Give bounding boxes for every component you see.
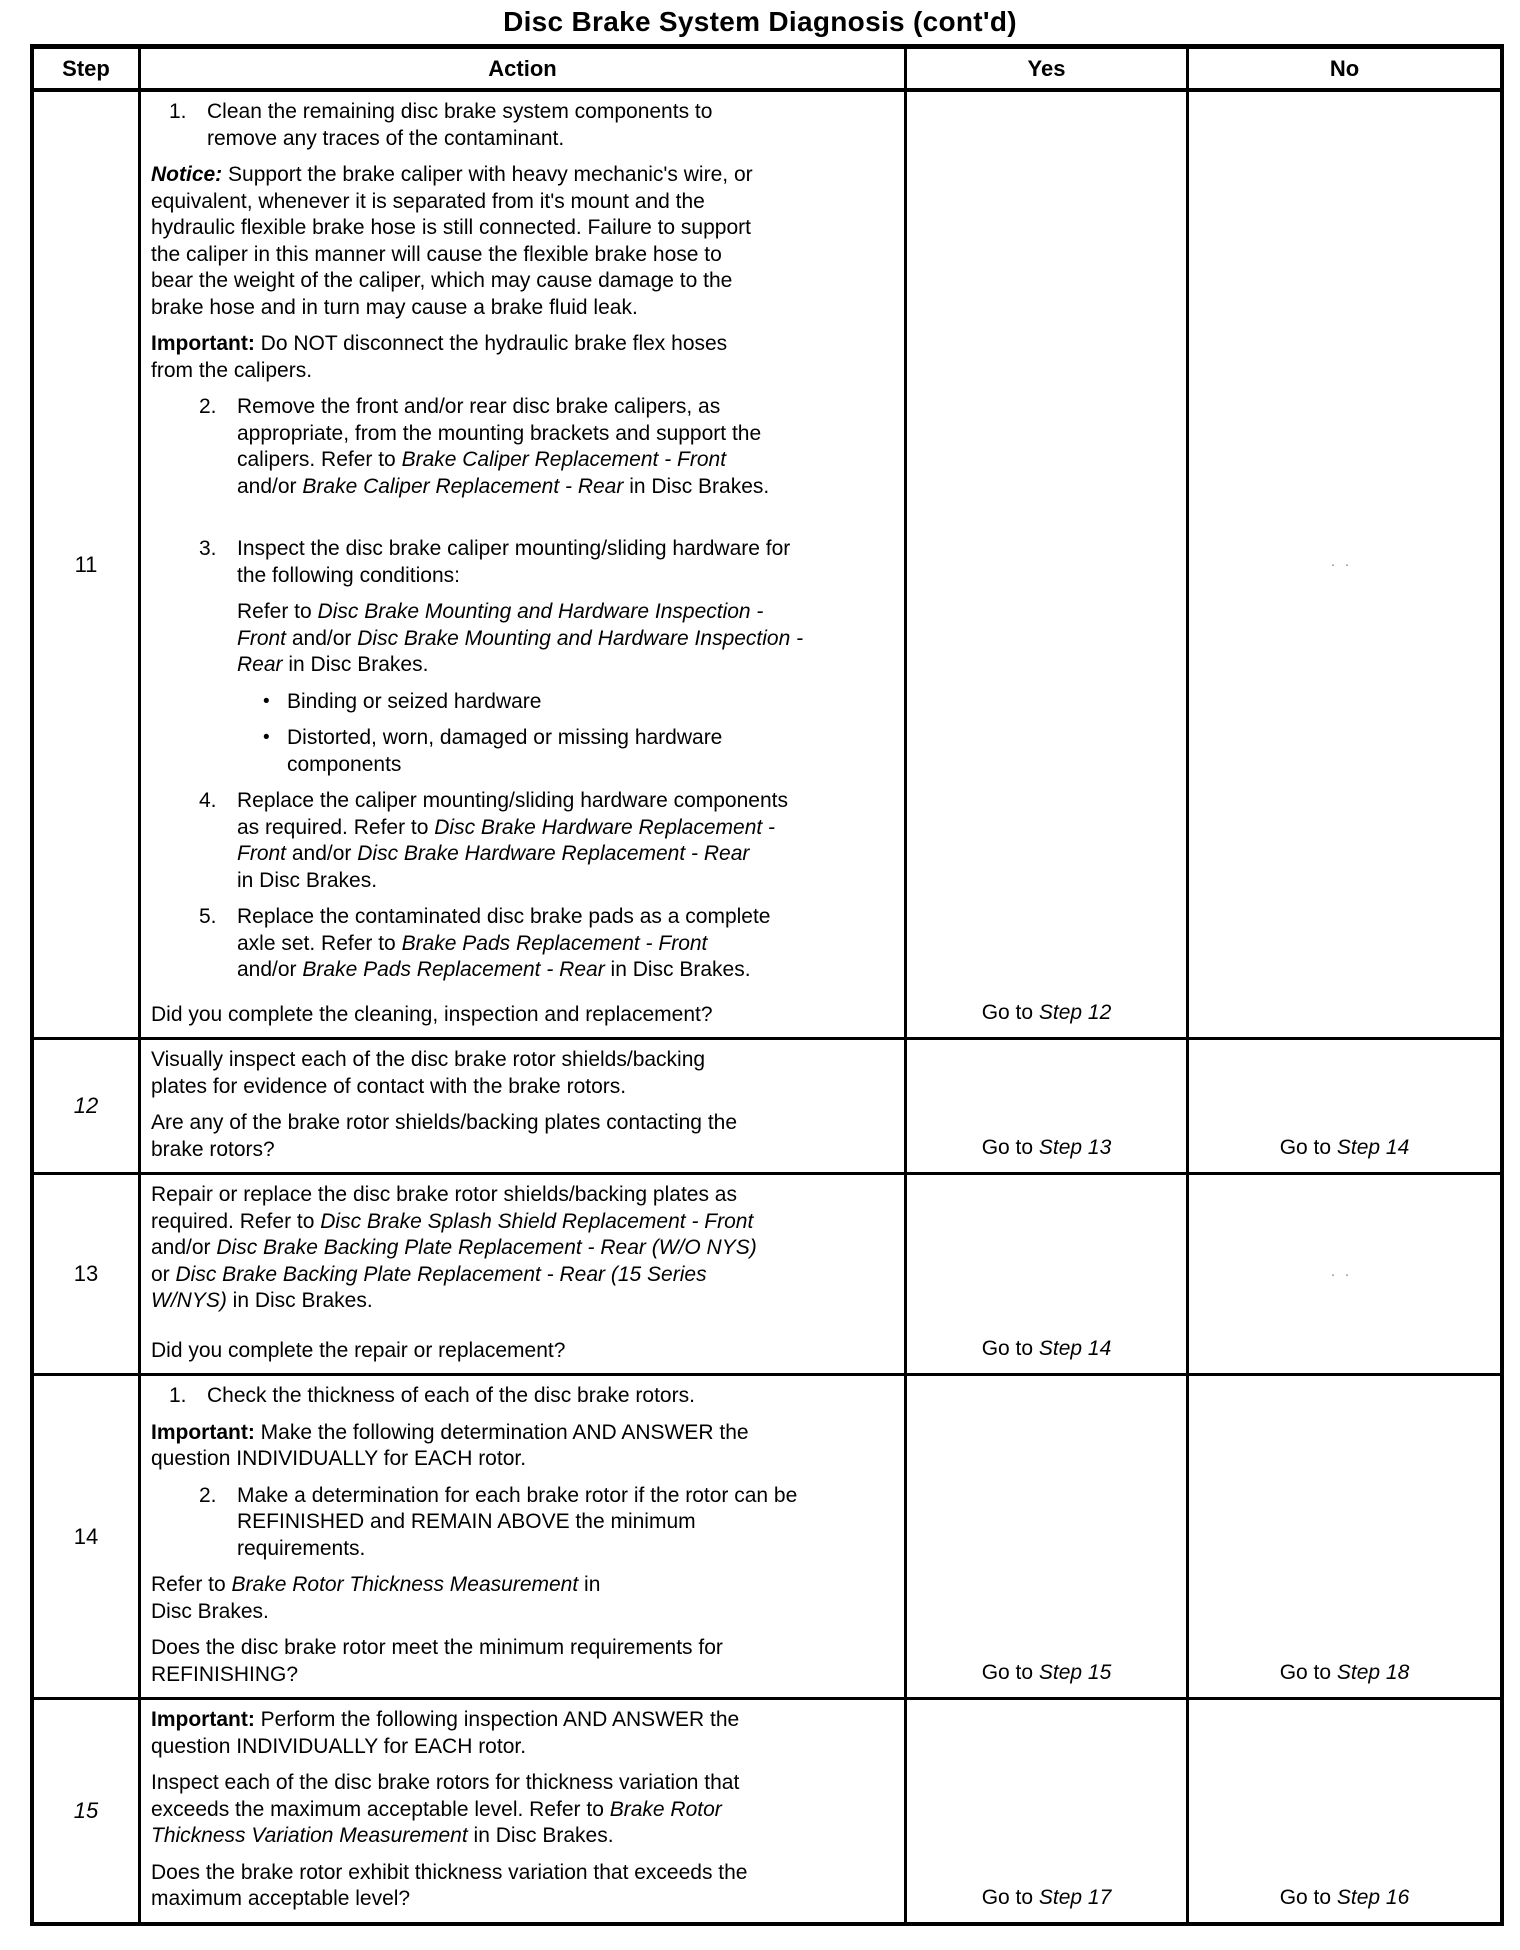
- bullet-text: [287, 689, 541, 716]
- text-segment: Go to: [981, 1337, 1039, 1360]
- goto-reference: [982, 1001, 1112, 1025]
- question-text: [151, 1328, 894, 1365]
- text-segment: components: [287, 752, 402, 776]
- text-segment: the following conditions:: [237, 563, 460, 587]
- text-segment: required. Refer to: [151, 1209, 321, 1233]
- numbered-item: [199, 1483, 894, 1563]
- text-segment: Disc Brake Hardware Replacement - Rear: [357, 842, 750, 865]
- text-segment: Important:: [151, 1420, 255, 1444]
- text-segment: Step 13: [1038, 1136, 1112, 1159]
- action-cell: [138, 1700, 904, 1922]
- text-segment: requirements.: [237, 1536, 366, 1560]
- text-segment: Disc Brake Hardware Replacement -: [434, 815, 776, 839]
- item-text: [237, 394, 894, 500]
- text-segment: Does the brake rotor exhibit thickness variation that exceeds the: [151, 1860, 748, 1884]
- bullet-dot-icon: •: [263, 690, 270, 712]
- item-text: [207, 99, 894, 152]
- text-segment: Disc Brake Mounting and Hardware Inspection -: [357, 626, 804, 650]
- text-segment: and/or: [286, 842, 358, 865]
- diagnosis-table: [30, 44, 1504, 1926]
- text-segment: Support the brake caliper with heavy mechanic's wire, or: [222, 163, 753, 186]
- text-segment: from the calipers.: [151, 358, 313, 382]
- goto-reference: [982, 1886, 1112, 1910]
- text-segment: Remove the front and/or rear disc brake calipers, as: [237, 395, 721, 418]
- goto-reference: [1280, 1886, 1410, 1910]
- text-segment: in Disc Brakes.: [237, 868, 378, 892]
- text-segment: Notice:: [151, 163, 223, 186]
- text-segment: Step 17: [1038, 1885, 1112, 1909]
- action-cell: [138, 92, 904, 1037]
- no-cell: [1186, 1376, 1500, 1697]
- text-segment: Do NOT disconnect the hydraulic brake flex hoses: [254, 332, 728, 355]
- text-segment: Step 18: [1336, 1661, 1410, 1684]
- bullet-item: [263, 725, 894, 778]
- action-paragraph: [237, 599, 894, 679]
- item-number: 2.: [199, 395, 217, 418]
- text-segment: in: [578, 1573, 601, 1596]
- text-segment: Disc Brakes.: [151, 1599, 269, 1623]
- text-segment: Brake Rotor Thickness Measurement: [231, 1573, 579, 1596]
- action-paragraph: [151, 1047, 894, 1100]
- text-segment: as required. Refer to: [237, 815, 435, 839]
- text-segment: equivalent, whenever it is separated from it's mount and the: [151, 189, 705, 213]
- text-segment: Check the thickness of each of the disc brake rotors.: [207, 1384, 695, 1407]
- action-paragraph: [151, 1572, 894, 1625]
- text-segment: Brake Pads Replacement - Rear: [302, 958, 605, 981]
- question-text: [151, 1100, 894, 1163]
- text-segment: Go to: [1279, 1661, 1337, 1684]
- table-row: [34, 1373, 1500, 1697]
- text-segment: REFINISHING?: [151, 1662, 299, 1686]
- text-segment: the caliper in this manner will cause the flexible brake hose to: [151, 242, 722, 266]
- text-segment: axle set. Refer to: [237, 931, 402, 955]
- text-segment: in Disc Brakes.: [604, 958, 751, 981]
- text-segment: Distorted, worn, damaged or missing hardware: [287, 726, 723, 749]
- text-segment: Are any of the brake rotor shields/backing plates contacting the: [151, 1111, 738, 1134]
- goto-reference: [1280, 1661, 1410, 1685]
- text-segment: maximum acceptable level?: [151, 1887, 411, 1910]
- text-segment: Important:: [151, 1708, 255, 1731]
- text-segment: hydraulic flexible brake hose is still connected. Failure to support: [151, 216, 751, 239]
- text-segment: calipers. Refer to: [237, 448, 402, 471]
- item-text: [237, 1483, 894, 1563]
- question-text: [151, 1625, 894, 1688]
- scan-artifact: ··: [1330, 556, 1359, 573]
- step-number: 13: [73, 1261, 99, 1286]
- numbered-item: [199, 788, 894, 894]
- action-cell: [138, 1175, 904, 1373]
- step-number: 11: [74, 551, 98, 577]
- text-segment: brake rotors?: [151, 1137, 275, 1161]
- no-cell: [1186, 1700, 1500, 1922]
- item-number: 5.: [199, 905, 217, 928]
- text-segment: Front: [237, 626, 287, 650]
- yes-cell: [904, 1376, 1186, 1697]
- header-action: Action: [138, 49, 904, 88]
- no-cell: [1186, 1040, 1500, 1172]
- text-segment: Important:: [151, 332, 255, 355]
- text-segment: Visually inspect each of the disc brake rotor shields/backing: [151, 1048, 706, 1071]
- action-paragraph: [151, 162, 894, 321]
- yes-cell: [904, 1700, 1186, 1922]
- text-segment: Step 15: [1038, 1661, 1112, 1684]
- table-row: [34, 1697, 1500, 1922]
- text-segment: exceeds the maximum acceptable level. Refer to: [151, 1797, 610, 1821]
- text-segment: Front: [237, 842, 287, 865]
- step-number: 12: [73, 1093, 99, 1118]
- text-segment: appropriate, from the mounting brackets and support the: [237, 421, 762, 445]
- action-paragraph: [151, 1182, 894, 1315]
- text-segment: in Disc Brakes.: [282, 653, 429, 676]
- text-segment: remove any traces of the contaminant.: [207, 126, 565, 150]
- text-segment: in Disc Brakes.: [623, 474, 770, 498]
- numbered-item: [169, 1383, 894, 1410]
- text-segment: Brake Caliper Replacement - Rear: [302, 474, 624, 498]
- text-segment: and/or: [237, 958, 303, 981]
- text-segment: Disc Brake Backing Plate Replacement - Rear (15 Series: [175, 1262, 707, 1286]
- text-segment: question INDIVIDUALLY for EACH rotor.: [151, 1734, 527, 1758]
- item-number: 1.: [169, 100, 187, 123]
- text-segment: Step 14: [1038, 1337, 1112, 1360]
- text-segment: and/or: [237, 474, 303, 498]
- action-paragraph: [151, 1770, 894, 1850]
- text-segment: Disc Brake Splash Shield Replacement - Front: [320, 1209, 754, 1233]
- item-text: [237, 536, 894, 589]
- text-segment: REFINISHED and REMAIN ABOVE the minimum: [237, 1510, 696, 1533]
- text-segment: Go to: [981, 1001, 1039, 1024]
- bullet-item: [263, 689, 894, 716]
- item-number: 2.: [199, 1483, 217, 1507]
- text-segment: Did you complete the cleaning, inspection and replacement?: [151, 1002, 713, 1026]
- text-segment: Inspect the disc brake caliper mounting/sliding hardware for: [237, 537, 791, 560]
- text-segment: brake hose and in turn may cause a brake fluid leak.: [151, 295, 638, 319]
- text-segment: Brake Caliper Replacement - Front: [401, 448, 727, 471]
- action-paragraph: [151, 1707, 894, 1760]
- text-segment: Step 16: [1336, 1885, 1410, 1909]
- text-segment: Make the following determination AND ANSWER the: [254, 1420, 749, 1444]
- table-header-row: [34, 49, 1500, 88]
- action-paragraph: [151, 1420, 894, 1473]
- action-paragraph: [151, 331, 894, 384]
- text-segment: Refer to: [151, 1573, 232, 1596]
- text-segment: bear the weight of the caliper, which may cause damage to the: [151, 269, 733, 292]
- no-cell: [1186, 1175, 1500, 1373]
- text-segment: Disc Brake Backing Plate Replacement - Rear (W/O NYS): [216, 1236, 757, 1259]
- text-segment: Step 12: [1038, 1001, 1112, 1024]
- text-segment: Perform the following inspection AND ANSWER the: [254, 1708, 740, 1731]
- text-segment: and/or: [286, 626, 358, 650]
- item-number: 4.: [199, 789, 217, 812]
- action-cell: [138, 1376, 904, 1697]
- bullet-text: [287, 725, 722, 778]
- text-segment: and/or: [151, 1236, 217, 1259]
- goto-reference: [982, 1337, 1112, 1361]
- header-step: Step: [62, 56, 110, 81]
- question-text: [151, 1850, 894, 1913]
- text-segment: or: [151, 1262, 176, 1286]
- text-segment: Replace the contaminated disc brake pads as a complete: [237, 905, 771, 928]
- text-segment: Thickness Variation Measurement: [151, 1824, 468, 1847]
- scan-artifact: ··: [1330, 1265, 1359, 1283]
- text-segment: question INDIVIDUALLY for EACH rotor.: [151, 1447, 527, 1470]
- text-segment: Make a determination for each brake rotor if the rotor can be: [237, 1483, 798, 1507]
- text-segment: plates for evidence of contact with the brake rotors.: [151, 1074, 627, 1098]
- text-segment: Does the disc brake rotor meet the minimum requirements for: [151, 1636, 723, 1659]
- step-number: 15: [73, 1797, 99, 1823]
- table-row: [34, 1172, 1500, 1373]
- numbered-item: [199, 536, 894, 589]
- no-cell: [1186, 92, 1500, 1037]
- step-number: 14: [73, 1523, 99, 1549]
- action-cell: [138, 1040, 904, 1172]
- goto-reference: [982, 1661, 1112, 1685]
- step-cell: [34, 1175, 138, 1373]
- item-text: [237, 788, 894, 894]
- step-cell: [34, 92, 138, 1037]
- step-cell: [34, 1700, 138, 1922]
- text-segment: Go to: [981, 1136, 1039, 1159]
- table-row: [34, 1037, 1500, 1172]
- goto-reference: [1280, 1136, 1410, 1160]
- item-text: [207, 1383, 894, 1410]
- question-text: [151, 992, 894, 1029]
- text-segment: Brake Rotor: [609, 1797, 722, 1821]
- text-segment: W/NYS): [151, 1289, 227, 1312]
- numbered-item: [199, 904, 894, 984]
- step-cell: [34, 1040, 138, 1172]
- text-segment: Go to: [1279, 1885, 1337, 1909]
- text-segment: Go to: [1279, 1136, 1337, 1159]
- text-segment: Replace the caliper mounting/sliding hardware components: [237, 789, 788, 812]
- header-yes: Yes: [904, 49, 1186, 88]
- text-segment: Clean the remaining disc brake system components to: [207, 100, 713, 123]
- text-segment: Binding or seized hardware: [287, 689, 542, 713]
- text-segment: Refer to: [237, 600, 318, 623]
- table-row: [34, 88, 1500, 1037]
- yes-cell: [904, 92, 1186, 1037]
- text-segment: Step 14: [1336, 1136, 1410, 1159]
- text-segment: in Disc Brakes.: [226, 1289, 373, 1312]
- page-title: Disc Brake System Diagnosis (cont'd): [503, 6, 1017, 37]
- text-segment: Rear: [237, 653, 283, 676]
- item-number: 3.: [199, 537, 217, 560]
- text-segment: Did you complete the repair or replacement?: [151, 1338, 566, 1362]
- yes-cell: [904, 1040, 1186, 1172]
- text-segment: Disc Brake Mounting and Hardware Inspection -: [317, 600, 764, 623]
- item-number: 1.: [169, 1384, 187, 1407]
- item-text: [237, 904, 894, 984]
- numbered-item: [199, 394, 894, 500]
- numbered-item: [169, 99, 894, 152]
- text-segment: Brake Pads Replacement - Front: [401, 931, 708, 955]
- step-cell: [34, 1376, 138, 1697]
- header-no: No: [1186, 49, 1500, 88]
- text-segment: Go to: [981, 1885, 1039, 1909]
- goto-reference: [982, 1136, 1112, 1160]
- text-segment: Inspect each of the disc brake rotors for thickness variation that: [151, 1771, 740, 1794]
- text-segment: in Disc Brakes.: [467, 1824, 614, 1847]
- text-segment: Go to: [981, 1661, 1039, 1684]
- bullet-dot-icon: •: [263, 727, 270, 748]
- yes-cell: [904, 1175, 1186, 1373]
- text-segment: Repair or replace the disc brake rotor shields/backing plates as: [151, 1183, 737, 1206]
